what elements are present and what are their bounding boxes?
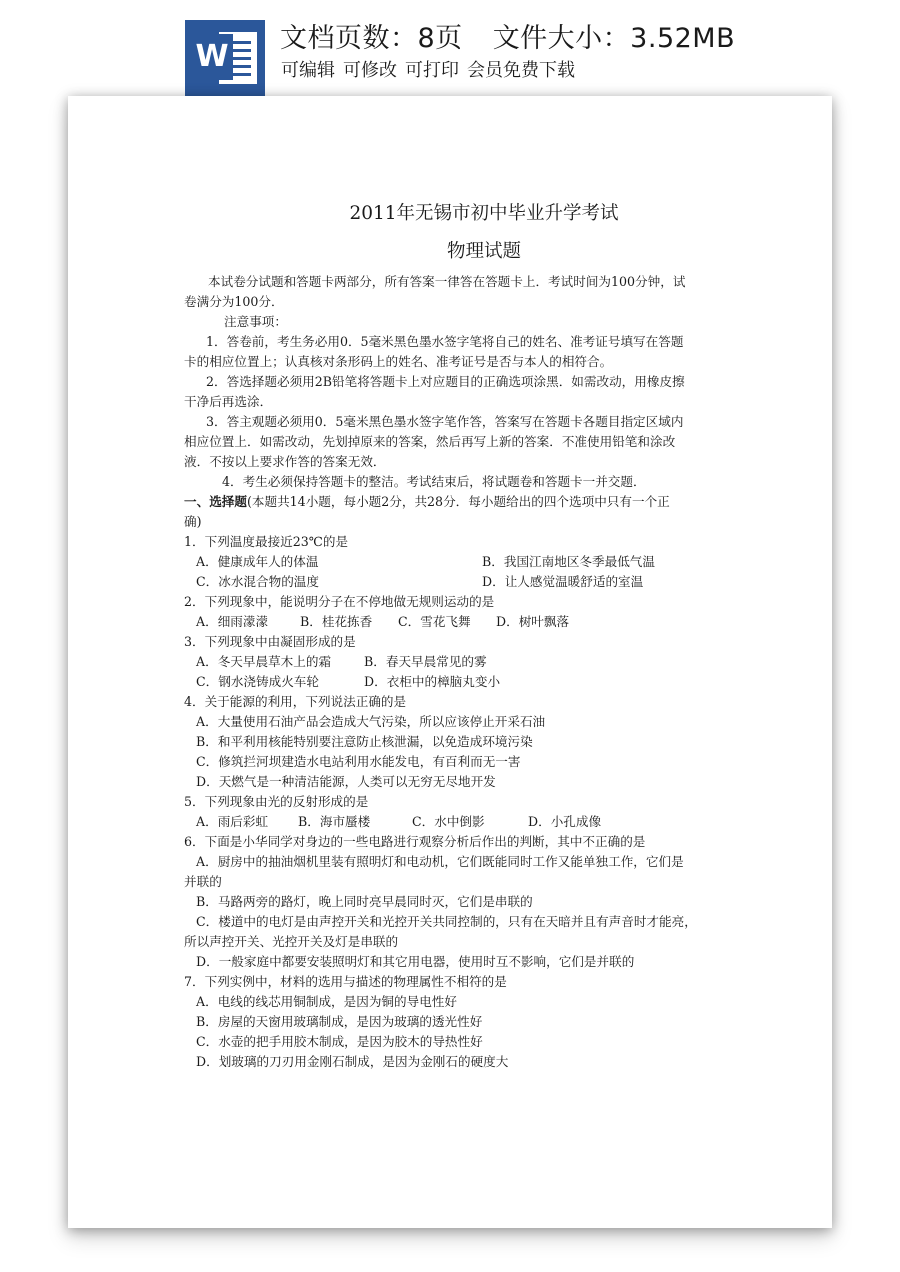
download-banner (0, 0, 900, 96)
page-count: 文档页数：8页 (280, 23, 463, 54)
question-option: D．划玻璃的刀刃用金刚石制成，是因为金刚石的硬度大 (196, 1054, 509, 1069)
question-option: C．楼道中的电灯是由声控开关和光控开关共同控制的，只有在天暗并且有声音时才能亮， (196, 914, 697, 929)
word-document-icon (185, 20, 265, 96)
file-info-title (280, 16, 735, 55)
question-option: D．一般家庭中都要安装照明灯和其它用电器，使用时互不影响，它们是并联的 (196, 954, 635, 969)
notice-line: 4．考生必须保持答题卡的整洁。考试结束后，将试题卷和答题卡一并交题． (222, 474, 646, 489)
exam-subtitle: 物理试题 (446, 241, 521, 262)
question-stem: 5．下列现象由光的反射形成的是 (184, 794, 369, 809)
section-heading (184, 492, 670, 512)
section-description-cont: 确) (184, 514, 202, 529)
file-size: 文件大小：3.52MB (492, 23, 736, 54)
question-option: C．冰水混合物的温度 (196, 574, 319, 589)
section-description: (本题共14小题，每小题2分，共28分．每小题给出的四个选项中只有一个正 (246, 494, 670, 509)
question-option: B．春天早晨常见的雾 (364, 654, 487, 669)
question-option: A．细雨濛濛 (196, 614, 269, 629)
notice-line: 3．答主观题必须用0．5毫米黑色墨水签字笔作答，答案写在答题卡各题目指定区域内 (206, 414, 684, 429)
question-option-cont: 所以声控开关、光控开关及灯是串联的 (184, 934, 399, 949)
question-option: A．大量使用石油产品会造成大气污染，所以应该停止开采石油 (196, 714, 546, 729)
question-option: A．冬天早晨草木上的霜 (196, 654, 332, 669)
notice-heading: 注意事项： (224, 314, 287, 329)
feature-printable: 可打印 (405, 60, 459, 81)
question-option: D．衣柜中的樟脑丸变小 (364, 674, 501, 689)
question-option: B．房屋的天窗用玻璃制成，是因为玻璃的透光性好 (196, 1014, 483, 1029)
question-option: A．健康成年人的体温 (196, 554, 319, 569)
feature-member-download: 会员免费下载 (467, 60, 575, 81)
question-option: C．水壶的把手用胶木制成，是因为胶木的导热性好 (196, 1034, 483, 1049)
question-stem: 4．关于能源的利用，下列说法正确的是 (184, 694, 407, 709)
question-option: B．桂花拣香 (300, 614, 373, 629)
document-page (68, 96, 832, 1228)
section-title: 一、选择题 (184, 494, 247, 509)
question-option: C．雪花飞舞 (398, 614, 471, 629)
question-option: C．修筑拦河坝建造水电站利用水能发电，有百利而无一害 (196, 754, 521, 769)
question-option: D．让人感觉温暖舒适的室温 (482, 574, 644, 589)
word-letter: W (191, 34, 233, 80)
notice-line: 液．不按以上要求作答的答案无效． (184, 454, 386, 469)
question-option: C．钢水浇铸成火车轮 (196, 674, 319, 689)
question-stem: 1．下列温度最接近23℃的是 (184, 534, 349, 549)
intro-line: 卷满分为100分． (184, 294, 284, 309)
feature-modifiable: 可修改 (343, 60, 397, 81)
exam-title: 2011年无锡市初中毕业升学考试 (349, 203, 619, 224)
question-option: B．我国江南地区冬季最低气温 (482, 554, 655, 569)
notice-line: 2．答选择题必须用2B铅笔将答题卡上对应题目的正确选项涂黑．如需改动，用橡皮擦 (206, 374, 685, 389)
notice-line: 1．答卷前，考生务必用0．5毫米黑色墨水签字笔将自己的姓名、准考证号填写在答题 (206, 334, 684, 349)
notice-line: 相应位置上．如需改动，先划掉原来的答案，然后再写上新的答案．不准使用铅笔和涂改 (184, 434, 676, 449)
question-option: D．小孔成像 (528, 814, 602, 829)
question-option: A．电线的线芯用铜制成，是因为铜的导电性好 (196, 994, 457, 1009)
question-stem: 7．下列实例中，材料的选用与描述的物理属性不相符的是 (184, 974, 507, 989)
question-stem: 3．下列现象中由凝固形成的是 (184, 634, 356, 649)
question-option-cont: 并联的 (184, 874, 222, 889)
question-option: B．和平利用核能特别要注意防止核泄漏，以免造成环境污染 (196, 734, 533, 749)
feature-editable: 可编辑 (281, 60, 335, 81)
question-stem: 2．下列现象中，能说明分子在不停地做无规则运动的是 (184, 594, 495, 609)
question-stem: 6．下面是小华同学对身边的一些电路进行观察分析后作出的判断，其中不正确的是 (184, 834, 646, 849)
feature-list (281, 56, 583, 82)
question-option: D．树叶飘落 (496, 614, 570, 629)
question-option: A．雨后彩虹 (196, 814, 269, 829)
question-option: C．水中倒影 (412, 814, 485, 829)
intro-line: 本试卷分试题和答题卡两部分，所有答案一律答在答题卡上．考试时间为100分钟，试 (208, 274, 686, 289)
question-option: D．天燃气是一种清洁能源，人类可以无穷无尽地开发 (196, 774, 496, 789)
question-option: A．厨房中的抽油烟机里装有照明灯和电动机，它们既能同时工作又能单独工作，它们是 (196, 854, 684, 869)
question-option: B．马路两旁的路灯，晚上同时亮早晨同时灭，它们是串联的 (196, 894, 533, 909)
notice-line: 干净后再选涂． (184, 394, 273, 409)
question-option: B．海市蜃楼 (298, 814, 371, 829)
notice-line: 卡的相应位置上；认真核对条形码上的姓名、准考证号是否与本人的相符合。 (184, 354, 613, 369)
